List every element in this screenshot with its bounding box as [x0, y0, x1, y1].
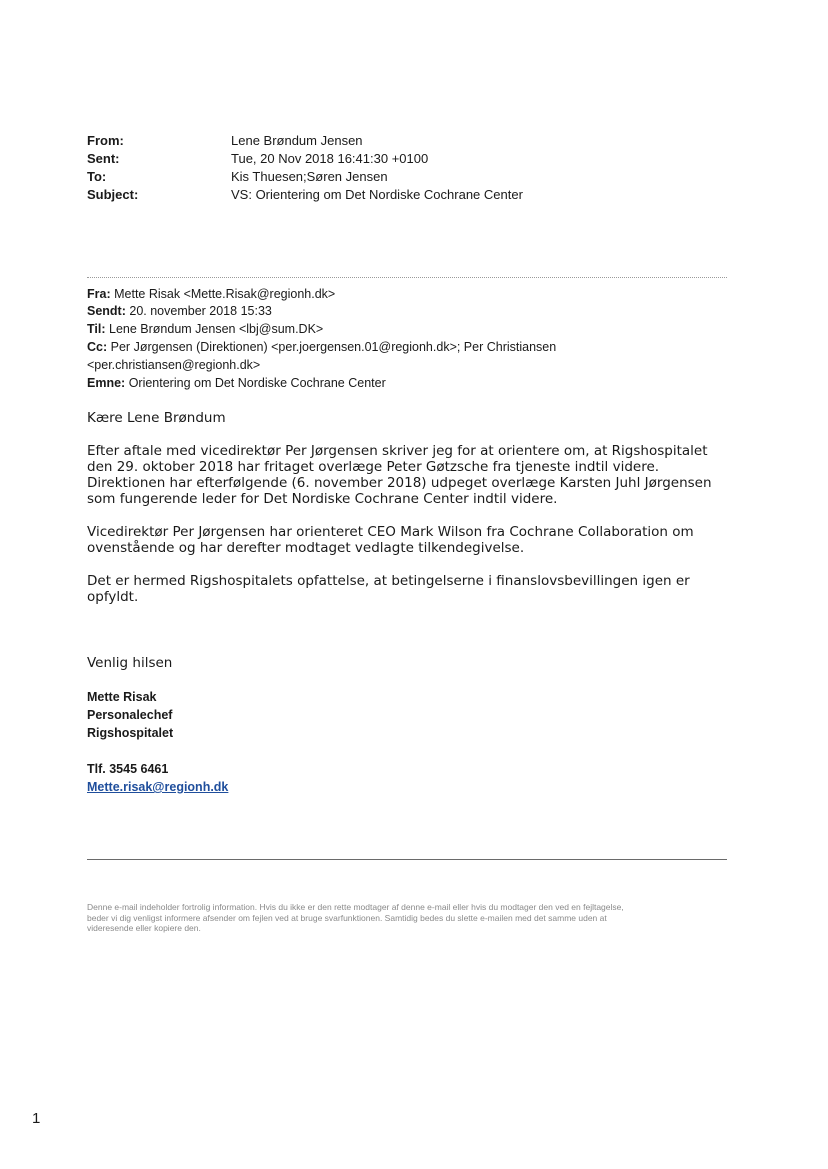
signature-title: Personalechef — [87, 708, 173, 722]
to-value: Kis Thuesen;Søren Jensen — [231, 169, 388, 184]
to-label: To: — [87, 169, 107, 184]
subject-label: Subject: — [87, 187, 139, 202]
fwd-to-row — [87, 322, 323, 336]
from-label: From: — [87, 133, 124, 148]
paragraph-3 — [87, 573, 727, 605]
fwd-to-value: Lene Brøndum Jensen <lbj@sum.DK> — [109, 322, 324, 336]
fwd-from-value: Mette Risak <Mette.Risak@regionh.dk> — [114, 287, 336, 301]
signature-org: Rigshospitalet — [87, 726, 174, 740]
paragraph-1-line-1: Efter aftale med vicedirektør Per Jørgensen skriver jeg for at orientere om, at Rigshospitalet — [87, 443, 708, 459]
header-divider — [87, 277, 727, 278]
sent-value: Tue, 20 Nov 2018 16:41:30 +0100 — [231, 151, 429, 166]
greeting: Kære Lene Brøndum — [87, 410, 226, 426]
fwd-sent-row — [87, 304, 272, 318]
paragraph-1-line-4: som fungerende leder for Det Nordiske Cochrane Center indtil videre. — [87, 491, 558, 507]
fwd-from-row — [87, 287, 335, 301]
paragraph-2-line-1: Vicedirektør Per Jørgensen har orienteret CEO Mark Wilson fra Cochrane Collaboration om — [87, 524, 694, 540]
closing: Venlig hilsen — [87, 655, 173, 671]
fwd-cc-row — [87, 340, 556, 354]
signature-name: Mette Risak — [87, 690, 157, 704]
fwd-sent-value: 20. november 2018 15:33 — [129, 304, 272, 318]
paragraph-3-line-1: Det er hermed Rigshospitalets opfattelse, at betingelserne i finanslovsbevillingen igen er — [87, 573, 690, 589]
paragraph-2 — [87, 524, 727, 556]
paragraph-2-line-2: ovenstående og har derefter modtaget vedlagte tilkendegivelse. — [87, 540, 525, 556]
disclaimer-line-3: videresende eller kopiere den. — [87, 923, 201, 933]
signature-phone: Tlf. 3545 6461 — [87, 762, 169, 776]
from-value: Lene Brøndum Jensen — [231, 133, 363, 148]
fwd-subject-label: Emne: — [87, 376, 126, 390]
paragraph-3-line-2: opfyldt. — [87, 589, 139, 605]
disclaimer-line-2: beder vi dig venligst informere afsender om fejlen ved at bruge svarfunktionen. Samtidig bedes du slette e-mailen med det samme uden at — [87, 912, 607, 923]
fwd-from-label: Fra: — [87, 287, 111, 301]
fwd-subject-value: Orientering om Det Nordiske Cochrane Center — [128, 376, 386, 390]
disclaimer — [87, 902, 727, 934]
subject-value: VS: Orientering om Det Nordiske Cochrane Center — [231, 187, 523, 202]
fwd-sent-label: Sendt: — [87, 304, 126, 318]
paragraph-1-line-3: Direktionen har efterfølgende (6. november 2018) udpeget overlæge Karsten Juhl Jørgensen — [87, 475, 712, 491]
fwd-cc-label: Cc: — [87, 340, 108, 354]
disclaimer-line-1: Denne e-mail indeholder fortrolig information. Hvis du ikke er den rette modtager af denne e-mail eller hvis du modtager den ved en fejltagelse, — [87, 902, 624, 912]
fwd-cc-value-2: <per.christiansen@regionh.dk> — [87, 358, 261, 372]
page-number: 1 — [32, 1110, 41, 1127]
paragraph-1-line-2: den 29. oktober 2018 har fritaget overlæge Peter Gøtzsche fra tjeneste indtil videre. — [87, 459, 660, 475]
fwd-to-label: Til: — [87, 322, 106, 336]
signature-email-link[interactable]: Mette.risak@regionh.dk — [87, 780, 229, 794]
fwd-cc-value-1: Per Jørgensen (Direktionen) <per.joergensen.01@regionh.dk>; Per Christiansen — [110, 340, 557, 354]
paragraph-1 — [87, 443, 727, 507]
fwd-subject-row — [87, 376, 386, 390]
footer-divider — [87, 859, 727, 860]
sent-label: Sent: — [87, 151, 120, 166]
